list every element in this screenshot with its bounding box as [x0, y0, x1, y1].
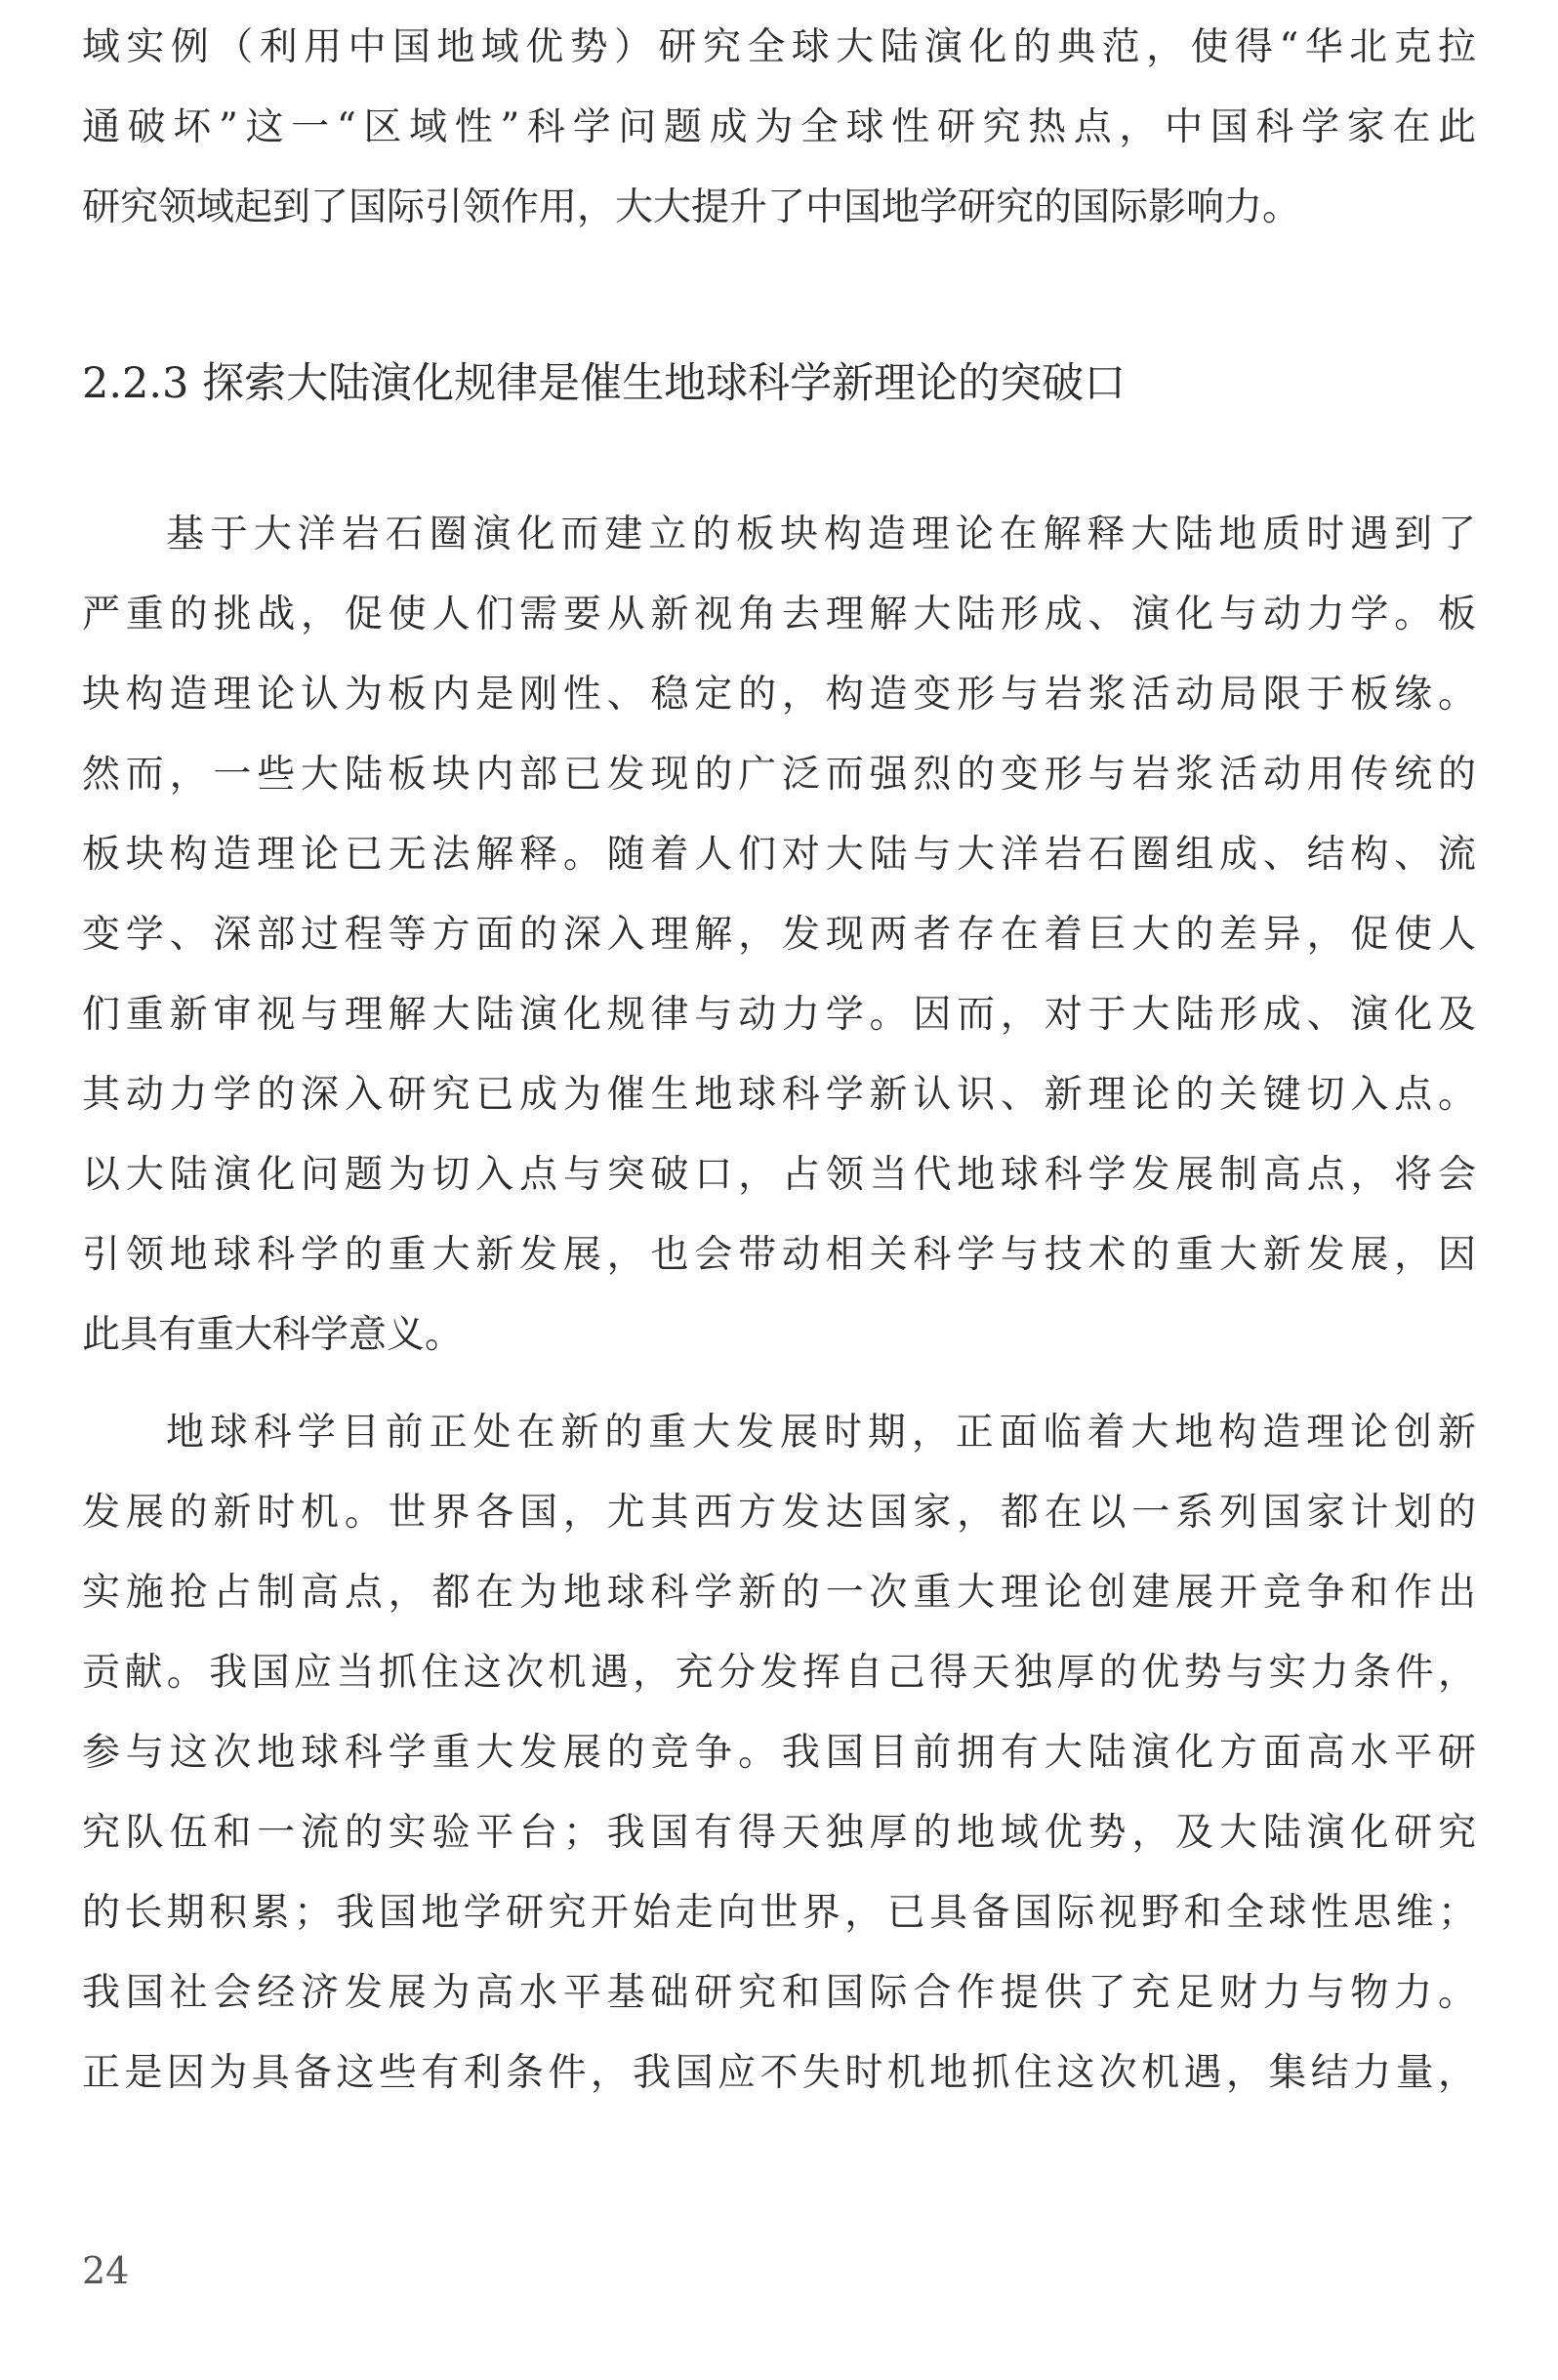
text-line: 我国社会经济发展为高水平基础研究和国际合作提供了充足财力与物力。	[82, 1971, 1476, 2015]
page-number: 24	[82, 2249, 130, 2292]
text-line: 发展的新时机。世界各国，尤其西方发达国家，都在以一系列国家计划的	[82, 1491, 1476, 1535]
text-line: 然而，一些大陆板块内部已发现的广泛而强烈的变形与岩浆活动用传统的	[82, 753, 1476, 797]
text-line: 通破坏”这一“区域性”科学问题成为全球性研究热点，中国科学家在此	[82, 105, 1476, 149]
body-paragraph-2	[82, 1393, 1476, 2113]
text-line: 此具有重大科学意义。	[82, 1313, 464, 1357]
text-line: 地球科学目前正处在新的重大发展时期，正面临着大地构造理论创新	[166, 1411, 1476, 1455]
text-line: 的长期积累；我国地学研究开始走向世界，已具备国际视野和全球性思维；	[82, 1891, 1476, 1935]
section-heading: 2.2.3 探索大陆演化规律是催生地球科学新理论的突破口	[82, 359, 1127, 408]
text-line: 究队伍和一流的实验平台；我国有得天独厚的地域优势，及大陆演化研究	[82, 1811, 1476, 1855]
text-line: 以大陆演化问题为切入点与突破口，占领当代地球科学发展制高点，将会	[82, 1153, 1476, 1197]
text-line: 引领地球科学的重大新发展，也会带动相关科学与技术的重大新发展，因	[82, 1233, 1476, 1277]
intro-paragraph-continuation	[82, 8, 1476, 248]
text-line: 们重新审视与理解大陆演化规律与动力学。因而，对于大陆形成、演化及	[82, 993, 1476, 1037]
text-line: 基于大洋岩石圈演化而建立的板块构造理论在解释大陆地质时遇到了	[166, 513, 1476, 556]
body-paragraph-1	[82, 495, 1476, 1375]
text-line: 研究领域起到了国际引领作用，大大提升了中国地学研究的国际影响力。	[82, 185, 1301, 229]
text-line: 严重的挑战，促使人们需要从新视角去理解大陆形成、演化与动力学。板	[82, 593, 1476, 636]
text-line: 板块构造理论已无法解释。随着人们对大陆与大洋岩石圈组成、结构、流	[82, 833, 1476, 877]
text-line: 实施抢占制高点，都在为地球科学新的一次重大理论创建展开竞争和作出	[82, 1571, 1476, 1615]
text-line: 正是因为具备这些有利条件，我国应不失时机地抓住这次机遇，集结力量，	[82, 2051, 1476, 2095]
text-line: 参与这次地球科学重大发展的竞争。我国目前拥有大陆演化方面高水平研	[82, 1731, 1476, 1775]
text-line: 贡献。我国应当抓住这次机遇，充分发挥自己得天独厚的优势与实力条件，	[82, 1651, 1476, 1695]
text-line: 其动力学的深入研究已成为催生地球科学新认识、新理论的关键切入点。	[82, 1073, 1476, 1117]
text-line: 域实例（利用中国地域优势）研究全球大陆演化的典范，使得“华北克拉	[82, 25, 1476, 69]
text-line: 块构造理论认为板内是刚性、稳定的，构造变形与岩浆活动局限于板缘。	[82, 673, 1476, 717]
text-line: 变学、深部过程等方面的深入理解，发现两者存在着巨大的差异，促使人	[82, 913, 1476, 957]
